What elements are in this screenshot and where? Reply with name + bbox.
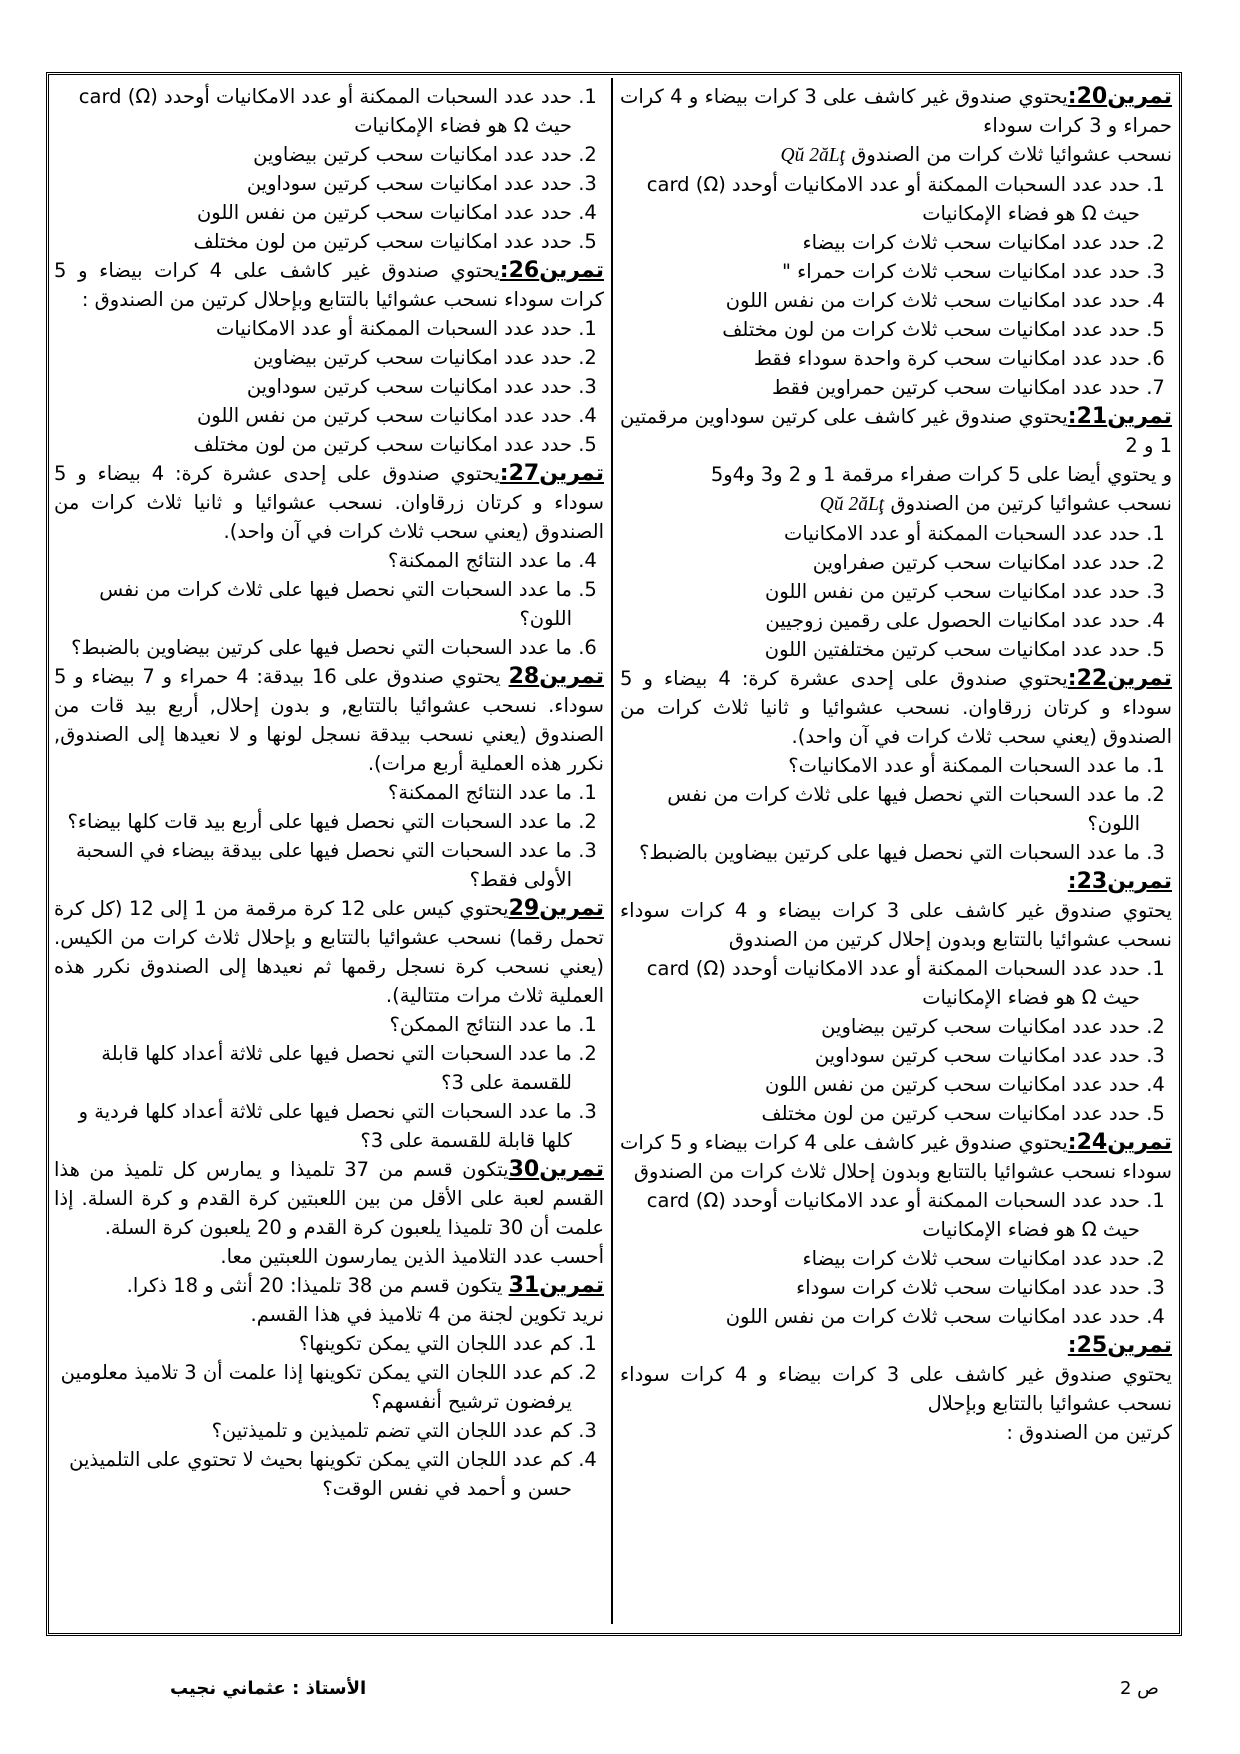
exercise-intro: يحتوي صندوق غير كاشف على 3 كرات بيضاء و 4 كرات سوداء نسحب عشوائيا بالتتابع وبإحلال <box>620 1363 1172 1415</box>
exercise-title: تمرين20: <box>1067 84 1172 109</box>
question: 5. حدد عدد امكانيات سحب ثلاث كرات من لون مختلف <box>620 315 1140 344</box>
question-list <box>54 82 604 256</box>
exercise-intro: يحتوي صندوق على إحدى عشرة كرة: 4 بيضاء و 5 سوداء و كرتان زرقاوان. نسحب عشوائيا و ثانيا ثلاث كرات من الصندوق (يعني سحب ثلاث كرات في آن واحد). <box>620 667 1172 748</box>
question: 3. ما عدد السحبات التي نحصل فيها على كرتين بيضاوين بالضبط؟ <box>620 838 1140 867</box>
left-column <box>54 82 604 1622</box>
question: 1. ما عدد النتائج الممكن؟ <box>54 1010 572 1039</box>
exercise-intro: يتكون قسم من 37 تلميذا و يمارس كل تلميذ من هذا القسم لعبة على الأقل من بين اللعبتين كرة القدم و كرة السلة. إذا علمت أن 30 تلميذا يلعبون كرة القدم و 20 يلعبون كرة السلة. <box>54 1158 604 1239</box>
exercise-21 <box>620 402 1172 664</box>
question: 2. حدد عدد امكانيات سحب ثلاث كرات بيضاء <box>620 1244 1140 1273</box>
question: 3. حدد عدد امكانيات سحب كرتين من نفس اللون <box>620 577 1140 606</box>
garbled-text: Qŭ 2ăLţ <box>780 145 845 166</box>
question-list <box>54 546 604 662</box>
page-number: ص 2 <box>1120 1678 1159 1699</box>
question: 5. ما عدد السحبات التي نحصل فيها على ثلاث كرات من نفس اللون؟ <box>54 575 572 633</box>
exercise-title: تمرين22: <box>1067 666 1172 691</box>
question-list <box>54 1010 604 1155</box>
exercise-title: تمرين27: <box>499 461 604 486</box>
exercise-23 <box>620 867 1172 1128</box>
exercise-intro-2: نريد تكوين لجنة من 4 تلاميذ في هذا القسم. <box>250 1303 604 1326</box>
question-list <box>620 954 1172 1128</box>
question: 6. ما عدد السحبات التي نحصل فيها على كرتين بيضاوين بالضبط؟ <box>54 633 572 662</box>
question: 1. حدد عدد السحبات الممكنة أو عدد الامكانيات أوحدد card (Ω) حيث Ω هو فضاء الإمكانيات <box>620 954 1140 1012</box>
exercise-intro: يحتوي صندوق غير كاشف على 4 كرات بيضاء و 5 كرات سوداء نسحب عشوائيا بالتتابع وبدون إحلال ثلاث كرات من الصندوق <box>620 1131 1172 1183</box>
exercise-title: تمرين30 <box>508 1157 604 1182</box>
column-divider <box>611 78 613 1624</box>
exercise-22 <box>620 664 1172 867</box>
exercise-intro-2: أحسب عدد التلاميذ الذين يمارسون اللعبتين معا. <box>220 1245 604 1268</box>
exercise-30 <box>54 1155 604 1271</box>
exercise-intro: يحتوي صندوق على إحدى عشرة كرة: 4 بيضاء و 5 سوداء و كرتان زرقاوان. نسحب عشوائيا و ثانيا ثلاث كرات من الصندوق (يعني سحب ثلاث كرات في آن واحد). <box>54 462 604 543</box>
exercise-title: تمرين24: <box>1067 1130 1172 1155</box>
question: 1. ما عدد السحبات الممكنة أو عدد الامكانيات؟ <box>620 751 1140 780</box>
question: 2. حدد عدد امكانيات سحب كرتين بيضاوين <box>54 343 572 372</box>
question: 7. حدد عدد امكانيات سحب كرتين حمراوين فقط <box>620 373 1140 402</box>
question: 2. حدد عدد امكانيات سحب ثلاث كرات بيضاء <box>620 228 1140 257</box>
exercise-28 <box>54 662 604 894</box>
question-list <box>54 1329 604 1503</box>
question: 3. كم عدد اللجان التي تضم تلميذين و تلميذتين؟ <box>54 1416 572 1445</box>
question: 5. حدد عدد امكانيات سحب كرتين من لون مختلف <box>54 227 572 256</box>
exercise-intro-2: نسحب عشوائيا ثلاث كرات من الصندوق <box>851 143 1172 166</box>
question-list <box>620 1186 1172 1331</box>
exercise-intro-3: نسحب عشوائيا كرتين من الصندوق <box>890 492 1172 515</box>
question: 4. حدد عدد امكانيات سحب ثلاث كرات من نفس اللون <box>620 286 1140 315</box>
exercise-title: تمرين31 <box>508 1273 604 1298</box>
exercise-title: تمرين29 <box>508 896 604 921</box>
question: 4. حدد عدد امكانيات الحصول على رقمين زوجيين <box>620 606 1140 635</box>
question: 2. حدد عدد امكانيات سحب كرتين صفراوين <box>620 548 1140 577</box>
question: 2. ما عدد السحبات التي نحصل فيها على أربع بيد قات كلها بيضاء؟ <box>54 807 572 836</box>
exercise-25-continued <box>54 82 604 256</box>
question: 3. ما عدد السحبات التي نحصل فيها على ثلاثة أعداد كلها فردية و كلها قابلة للقسمة على 3؟ <box>54 1097 572 1155</box>
question: 3. حدد عدد امكانيات سحب ثلاث كرات حمراء " <box>620 257 1140 286</box>
exercise-intro: يحتوي صندوق غير كاشف على 3 كرات بيضاء و 4 كرات حمراء و 3 كرات سوداء <box>620 85 1172 137</box>
question-list <box>620 519 1172 664</box>
exercise-25 <box>620 1331 1172 1447</box>
question: 4. كم عدد اللجان التي يمكن تكوينها بحيث لا تحتوي على التلميذين حسن و أحمد في نفس الوقت؟ <box>54 1445 572 1503</box>
question: 5. حدد عدد امكانيات سحب كرتين مختلفتين اللون <box>620 635 1140 664</box>
question: 2. ما عدد السحبات التي نحصل فيها على ثلاث كرات من نفس اللون؟ <box>620 780 1140 838</box>
question-list <box>620 170 1172 402</box>
exercise-31 <box>54 1271 604 1503</box>
exercise-intro: يحتوي صندوق غير كاشف على كرتين سوداوين مرقمتين 1 و 2 <box>620 405 1172 457</box>
exercise-intro-2: كرتين من الصندوق : <box>1006 1421 1172 1444</box>
exercise-intro: يتكون قسم من 38 تلميذا: 20 أنثى و 18 ذكرا. <box>126 1274 503 1297</box>
exercise-title: تمرين25: <box>1067 1333 1172 1358</box>
exercise-intro: يحتوي صندوق على 16 بيدقة: 4 حمراء و 7 بيضاء و 5 سوداء. نسحب عشوائيا بالتتابع, و بدون إحلال, أربع بيد قات من الصندوق (يعني نسحب بيدقة نسجل لونها و لا نعيدها إلى الصندوق, نكرر هذه العملية أربع مرات). <box>54 665 604 775</box>
exercise-title: تمرين28 <box>508 664 604 689</box>
question-list <box>54 778 604 894</box>
question: 2. كم عدد اللجان التي يمكن تكوينها إذا علمت أن 3 تلاميذ معلومين يرفضون ترشيح أنفسهم؟ <box>54 1358 572 1416</box>
teacher-name: الأستاذ : عثماني نجيب <box>170 1678 367 1699</box>
exercise-intro: يحتوي صندوق غير كاشف على 3 كرات بيضاء و 4 كرات سوداء نسحب عشوائيا بالتتابع وبدون إحلال كرتين من الصندوق <box>620 899 1172 951</box>
question: 5. حدد عدد امكانيات سحب كرتين من لون مختلف <box>54 430 572 459</box>
question: 1. حدد عدد السحبات الممكنة أو عدد الامكانيات أوحدد card (Ω) حيث Ω هو فضاء الإمكانيات <box>54 82 572 140</box>
question-list <box>54 314 604 459</box>
exercise-title: تمرين23: <box>1067 869 1172 894</box>
question: 2. حدد عدد امكانيات سحب كرتين بيضاوين <box>620 1012 1140 1041</box>
garbled-text: Qŭ 2ăLţ <box>819 494 885 515</box>
question: 6. حدد عدد امكانيات سحب كرة واحدة سوداء فقط <box>620 344 1140 373</box>
question: 3. حدد عدد امكانيات سحب ثلاث كرات سوداء <box>620 1273 1140 1302</box>
question: 2. حدد عدد امكانيات سحب كرتين بيضاوين <box>54 140 572 169</box>
exercise-20 <box>620 82 1172 402</box>
question: 3. ما عدد السحبات التي نحصل فيها على بيدقة بيضاء في السحبة الأولى فقط؟ <box>54 836 572 894</box>
question: 1. حدد عدد السحبات الممكنة أو عدد الامكانيات أوحدد card (Ω) حيث Ω هو فضاء الإمكانيات <box>620 1186 1140 1244</box>
question: 5. حدد عدد امكانيات سحب كرتين من لون مختلف <box>620 1099 1140 1128</box>
question: 4. حدد عدد امكانيات سحب كرتين من نفس اللون <box>620 1070 1140 1099</box>
exercise-title: تمرين21: <box>1067 404 1172 429</box>
exercise-title: تمرين26: <box>499 258 604 283</box>
question: 1. حدد عدد السحبات الممكنة أو عدد الامكانيات أوحدد card (Ω) حيث Ω هو فضاء الإمكانيات <box>620 170 1140 228</box>
question: 1. حدد عدد السحبات الممكنة أو عدد الامكانيات <box>620 519 1140 548</box>
exercise-26 <box>54 256 604 459</box>
exercise-intro: يحتوي صندوق غير كاشف على 4 كرات بيضاء و 5 كرات سوداء نسحب عشوائيا بالتتابع وبإحلال كرتين من الصندوق : <box>54 259 604 311</box>
question: 4. حدد عدد امكانيات سحب كرتين من نفس اللون <box>54 401 572 430</box>
question: 4. حدد عدد امكانيات سحب كرتين من نفس اللون <box>54 198 572 227</box>
exercise-27 <box>54 459 604 662</box>
exercise-24 <box>620 1128 1172 1331</box>
question-list <box>620 751 1172 867</box>
question: 2. ما عدد السحبات التي نحصل فيها على ثلاثة أعداد كلها قابلة للقسمة على 3؟ <box>54 1039 572 1097</box>
question: 1. كم عدد اللجان التي يمكن تكوينها؟ <box>54 1329 572 1358</box>
question: 3. حدد عدد امكانيات سحب كرتين سوداوين <box>620 1041 1140 1070</box>
exercise-29 <box>54 894 604 1155</box>
question: 4. ما عدد النتائج الممكنة؟ <box>54 546 572 575</box>
question: 3. حدد عدد امكانيات سحب كرتين سوداوين <box>54 169 572 198</box>
question: 1. ما عدد النتائج الممكنة؟ <box>54 778 572 807</box>
exercise-intro-2: و يحتوي أيضا على 5 كرات صفراء مرقمة 1 و 2 و3 و4و5 <box>710 463 1172 486</box>
question: 3. حدد عدد امكانيات سحب كرتين سوداوين <box>54 372 572 401</box>
question: 4. حدد عدد امكانيات سحب ثلاث كرات من نفس اللون <box>620 1302 1140 1331</box>
right-column <box>620 82 1172 1622</box>
exercise-intro: يحتوي كيس على 12 كرة مرقمة من 1 إلى 12 (كل كرة تحمل رقما) نسحب عشوائيا بالتتابع و بإحلال ثلاث كرات من الكيس.(يعني نسحب كرة نسجل رقمها ثم نعيدها إلى الصندوق نكرر هذه العملية ثلاث مرات متتالية). <box>54 897 604 1007</box>
question: 1. حدد عدد السحبات الممكنة أو عدد الامكانيات <box>54 314 572 343</box>
